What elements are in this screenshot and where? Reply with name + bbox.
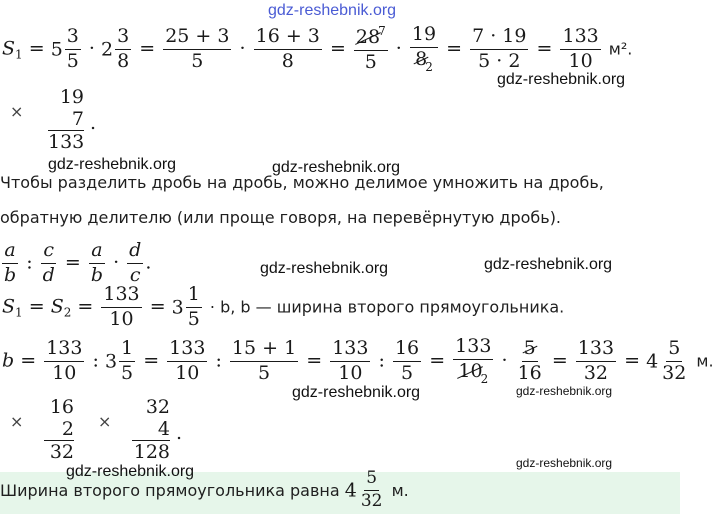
fraction-reduced: $\frac{5}{16}$ (517, 336, 542, 384)
fraction: $\frac{133}{10}$ (169, 336, 206, 384)
fraction: $\frac{7 \cdot 19}{5 \cdot 2}$ (472, 24, 527, 72)
fraction: $\frac{1}{5}$ (187, 283, 200, 330)
fraction-result: $\frac{5}{32}$ (360, 468, 383, 511)
watermark: gdz-reshebnik.org (48, 156, 177, 173)
division-rule: $\frac{a}{b}$ : $\frac{c}{d}$ = $\frac{a}{b}$ · $\frac{d}{c}$ . (4, 239, 152, 286)
fraction: $\frac{3}{8}$ (117, 24, 130, 72)
column-multiplication: 16 2 32 (44, 396, 74, 463)
fraction-result: $\frac{5}{32}$ (662, 336, 687, 384)
fraction: $\frac{15 + 1}{5}$ (231, 336, 297, 384)
fraction: $\frac{1}{5}$ (121, 336, 134, 384)
fraction: $\frac{3}{5}$ (66, 24, 79, 72)
fraction-reduced: $\frac{133}{10_2}$ (455, 335, 492, 386)
multiply-sign: × (10, 102, 24, 121)
watermark: gdz-reshebnik.org (516, 456, 613, 470)
fraction: $\frac{a}{b}$ (4, 239, 17, 286)
equation-b: b = $\frac{133}{10}$ : 3 $\frac{1}{5}$ = $\frac{133}{10}$ : $\frac{15 + 1}{5}$ = $\frac{133}{10}$ : $\frac{16}{5}$ = $\frac{133}{10_2}$ · $\frac{5}{16}$ = $\frac{133}{32}$ = 4 $\frac{5}{32}$ м. (2, 335, 714, 386)
multiply-sign: × (10, 412, 24, 431)
fraction: $\frac{133}{10}$ (46, 336, 83, 384)
fraction: $\frac{16}{5}$ (394, 336, 420, 384)
multiply-sign: × (98, 412, 112, 431)
column-multiplication: 32 4 128 (133, 396, 170, 463)
fraction: $\frac{133}{10}$ (332, 336, 369, 384)
fraction: $\frac{25 + 3}{5}$ (165, 24, 230, 72)
fraction: $\frac{16 + 3}{8}$ (255, 24, 320, 72)
fraction: $\frac{d}{c}$ (129, 239, 142, 286)
watermark: gdz-reshebnik.org (292, 384, 421, 401)
watermark: gdz-reshebnik.org (66, 463, 195, 480)
equation-area-s1: $S_1 = 5$ $\frac{3}{5}$ · 2 $\frac{3}{8}$ = $\frac{25 + 3}{5}$ · $\frac{16 + 3}{8}$ = $\frac{28^7}{5}$ · $\frac{19}{8_2}$ = $\frac{7 \cdot 19}{5 \cdot 2}$ = $\frac{133}{10}$ м². (2, 23, 633, 74)
fraction-reduced: $\frac{28^7}{5}$ (355, 24, 386, 74)
fraction-reduced: $\frac{19}{8_2}$ (411, 23, 437, 74)
watermark: gdz-reshebnik.org (484, 256, 613, 273)
fraction: $\frac{a}{b}$ (90, 239, 104, 286)
watermark: gdz-reshebnik.org (260, 260, 389, 277)
fraction: $\frac{c}{d}$ (42, 239, 55, 286)
column-multiplication: 19 7 133 (48, 86, 85, 153)
watermark-top: gdz-reshebnik.org (268, 2, 397, 19)
watermark: gdz-reshebnik.org (497, 71, 626, 88)
explanation-line-1: Чтобы разделить дробь на дробь, можно делимое умножить на дробь, (0, 173, 604, 192)
watermark: gdz-reshebnik.org (272, 159, 401, 176)
explanation-line-2: обратную делителю (или проще говоря, на перевёрнутую дробь). (0, 208, 562, 227)
fraction: $\frac{133}{10}$ (103, 283, 140, 330)
equation-s1-s2: $S_1 = S_2$ = $\frac{133}{10}$ = 3 $\frac{1}{5}$ · b, b — ширина второго прямоугольника. (2, 283, 565, 330)
final-answer: Ширина второго прямоугольника равна 4 $\frac{5}{32}$ м. (0, 468, 409, 511)
fraction: $\frac{133}{32}$ (577, 336, 615, 384)
fraction-result: $\frac{133}{10}$ (562, 24, 599, 72)
watermark: gdz-reshebnik.org (516, 384, 613, 398)
